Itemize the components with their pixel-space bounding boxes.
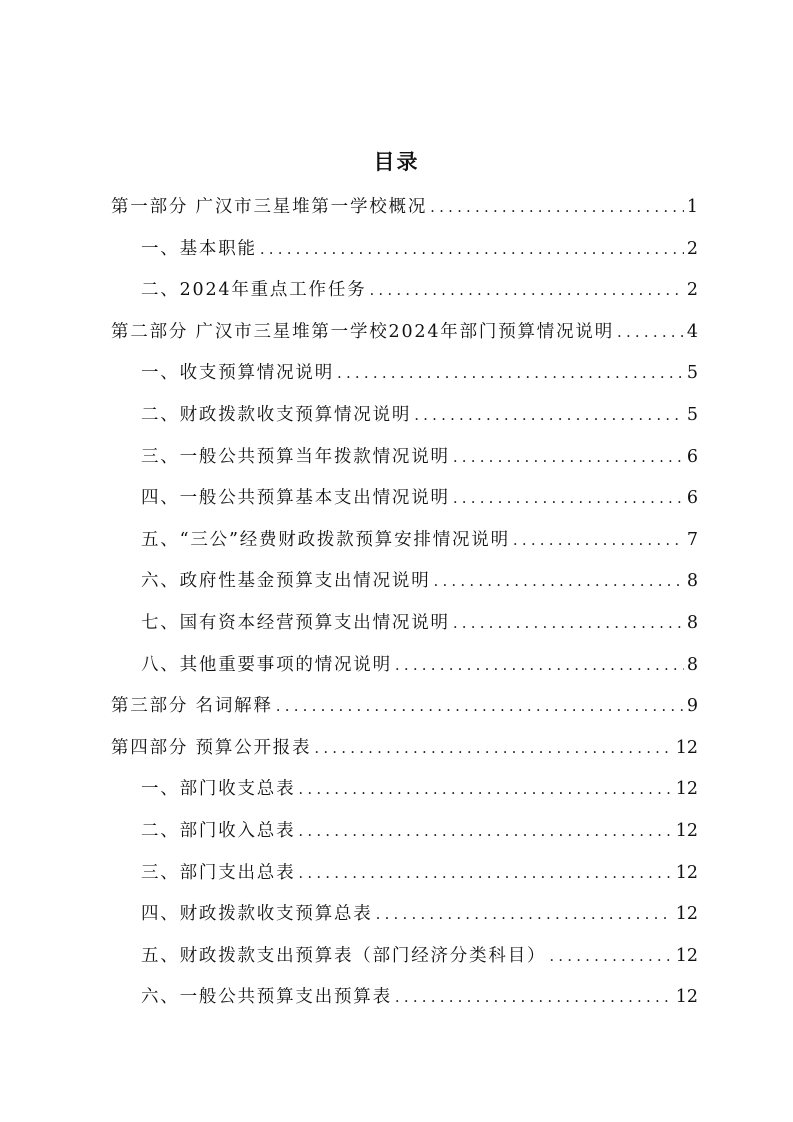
toc-dot-leader — [337, 355, 684, 391]
toc-dot-leader — [376, 896, 673, 932]
toc-entry-label: 二、部门收入总表 — [141, 820, 296, 841]
toc-dot-leader — [395, 647, 684, 683]
toc-entry[interactable] — [111, 480, 698, 522]
toc-entry-label: 一、基本职能 — [141, 238, 257, 259]
toc-entry[interactable] — [111, 979, 698, 1021]
toc-entry[interactable] — [111, 189, 698, 231]
toc-page-number: 8 — [686, 654, 698, 675]
toc-entry-label: 六、一般公共预算支出预算表 — [141, 987, 392, 1008]
toc-dot-leader — [395, 979, 673, 1015]
toc-dot-leader — [260, 231, 684, 267]
toc-page-number: 2 — [686, 280, 698, 301]
toc-page-number: 4 — [686, 321, 698, 342]
toc-entry-label: 五、“三公”经费财政拨款预算安排情况说明 — [141, 529, 510, 550]
toc-entry[interactable] — [111, 314, 698, 356]
toc-dot-leader — [453, 605, 684, 641]
toc-entry-label: 第三部分 名词解释 — [111, 696, 273, 717]
toc-entry[interactable] — [111, 231, 698, 273]
toc-dot-leader — [549, 938, 672, 974]
toc-entry-label: 四、一般公共预算基本支出情况说明 — [141, 488, 450, 509]
toc-page-number: 8 — [686, 571, 698, 592]
toc-page-number: 5 — [686, 363, 698, 384]
toc-page-number: 9 — [686, 696, 698, 717]
toc-entry[interactable] — [111, 563, 698, 605]
toc-entry[interactable] — [111, 771, 698, 813]
toc-entry-label: 三、部门支出总表 — [141, 862, 296, 883]
toc-page-number: 12 — [675, 904, 698, 925]
toc-page-number: 5 — [686, 404, 698, 425]
toc-entry[interactable] — [111, 896, 698, 938]
toc-entry-label: 三、一般公共预算当年拨款情况说明 — [141, 446, 450, 467]
toc-entry[interactable] — [111, 688, 698, 730]
toc-entry-label: 第一部分 广汉市三星堆第一学校概况 — [111, 197, 428, 217]
toc-page-number: 6 — [686, 488, 698, 509]
toc-page-number: 7 — [686, 529, 698, 550]
table-of-contents — [111, 189, 698, 1021]
toc-page-number: 12 — [675, 987, 698, 1008]
toc-entry[interactable] — [111, 522, 698, 564]
toc-dot-leader — [298, 813, 672, 849]
toc-dot-leader — [314, 730, 672, 766]
toc-entry[interactable] — [111, 605, 698, 647]
toc-dot-leader — [414, 397, 684, 433]
toc-entry[interactable] — [111, 813, 698, 855]
toc-entry-label: 一、收支预算情况说明 — [141, 363, 334, 384]
toc-dot-leader — [453, 480, 684, 516]
toc-dot-leader — [430, 189, 684, 225]
toc-dot-leader — [513, 522, 684, 558]
toc-page-number: 1 — [686, 197, 698, 217]
toc-page-number: 2 — [686, 238, 698, 259]
toc-dot-leader — [617, 314, 684, 350]
toc-entry[interactable] — [111, 730, 698, 772]
toc-dot-leader — [434, 563, 684, 599]
toc-page-number: 12 — [675, 779, 698, 800]
toc-dot-leader — [453, 439, 684, 475]
toc-entry-label: 第四部分 预算公开报表 — [111, 737, 312, 758]
toc-dot-leader — [276, 688, 684, 724]
toc-dot-leader — [298, 855, 672, 891]
toc-title: 目录 — [373, 150, 420, 174]
toc-entry-label: 二、财政拨款收支预算情况说明 — [141, 404, 412, 425]
toc-page-number: 12 — [675, 820, 698, 841]
toc-page-number: 12 — [675, 862, 698, 883]
toc-entry-label: 八、其他重要事项的情况说明 — [141, 654, 392, 675]
toc-entry-label: 一、部门收支总表 — [141, 779, 296, 800]
toc-dot-leader — [369, 272, 683, 308]
toc-entry-label: 第二部分 广汉市三星堆第一学校2024年部门预算情况说明 — [111, 321, 614, 342]
toc-entry[interactable] — [111, 938, 698, 980]
toc-entry-label: 二、2024年重点工作任务 — [141, 280, 367, 301]
toc-page-number: 12 — [675, 945, 698, 966]
toc-entry[interactable] — [111, 439, 698, 481]
toc-entry-label: 七、国有资本经营预算支出情况说明 — [141, 612, 450, 633]
toc-entry-label: 四、财政拨款收支预算总表 — [141, 904, 373, 925]
toc-entry[interactable] — [111, 855, 698, 897]
toc-entry-label: 五、财政拨款支出预算表（部门经济分类科目） — [141, 945, 547, 966]
toc-entry-label: 六、政府性基金预算支出情况说明 — [141, 571, 431, 592]
toc-entry[interactable] — [111, 355, 698, 397]
toc-entry[interactable] — [111, 647, 698, 689]
toc-page-number: 8 — [686, 612, 698, 633]
toc-entry[interactable] — [111, 397, 698, 439]
toc-entry[interactable] — [111, 272, 698, 314]
toc-page-number: 12 — [675, 737, 698, 758]
toc-page-number: 6 — [686, 446, 698, 467]
toc-dot-leader — [298, 771, 672, 807]
